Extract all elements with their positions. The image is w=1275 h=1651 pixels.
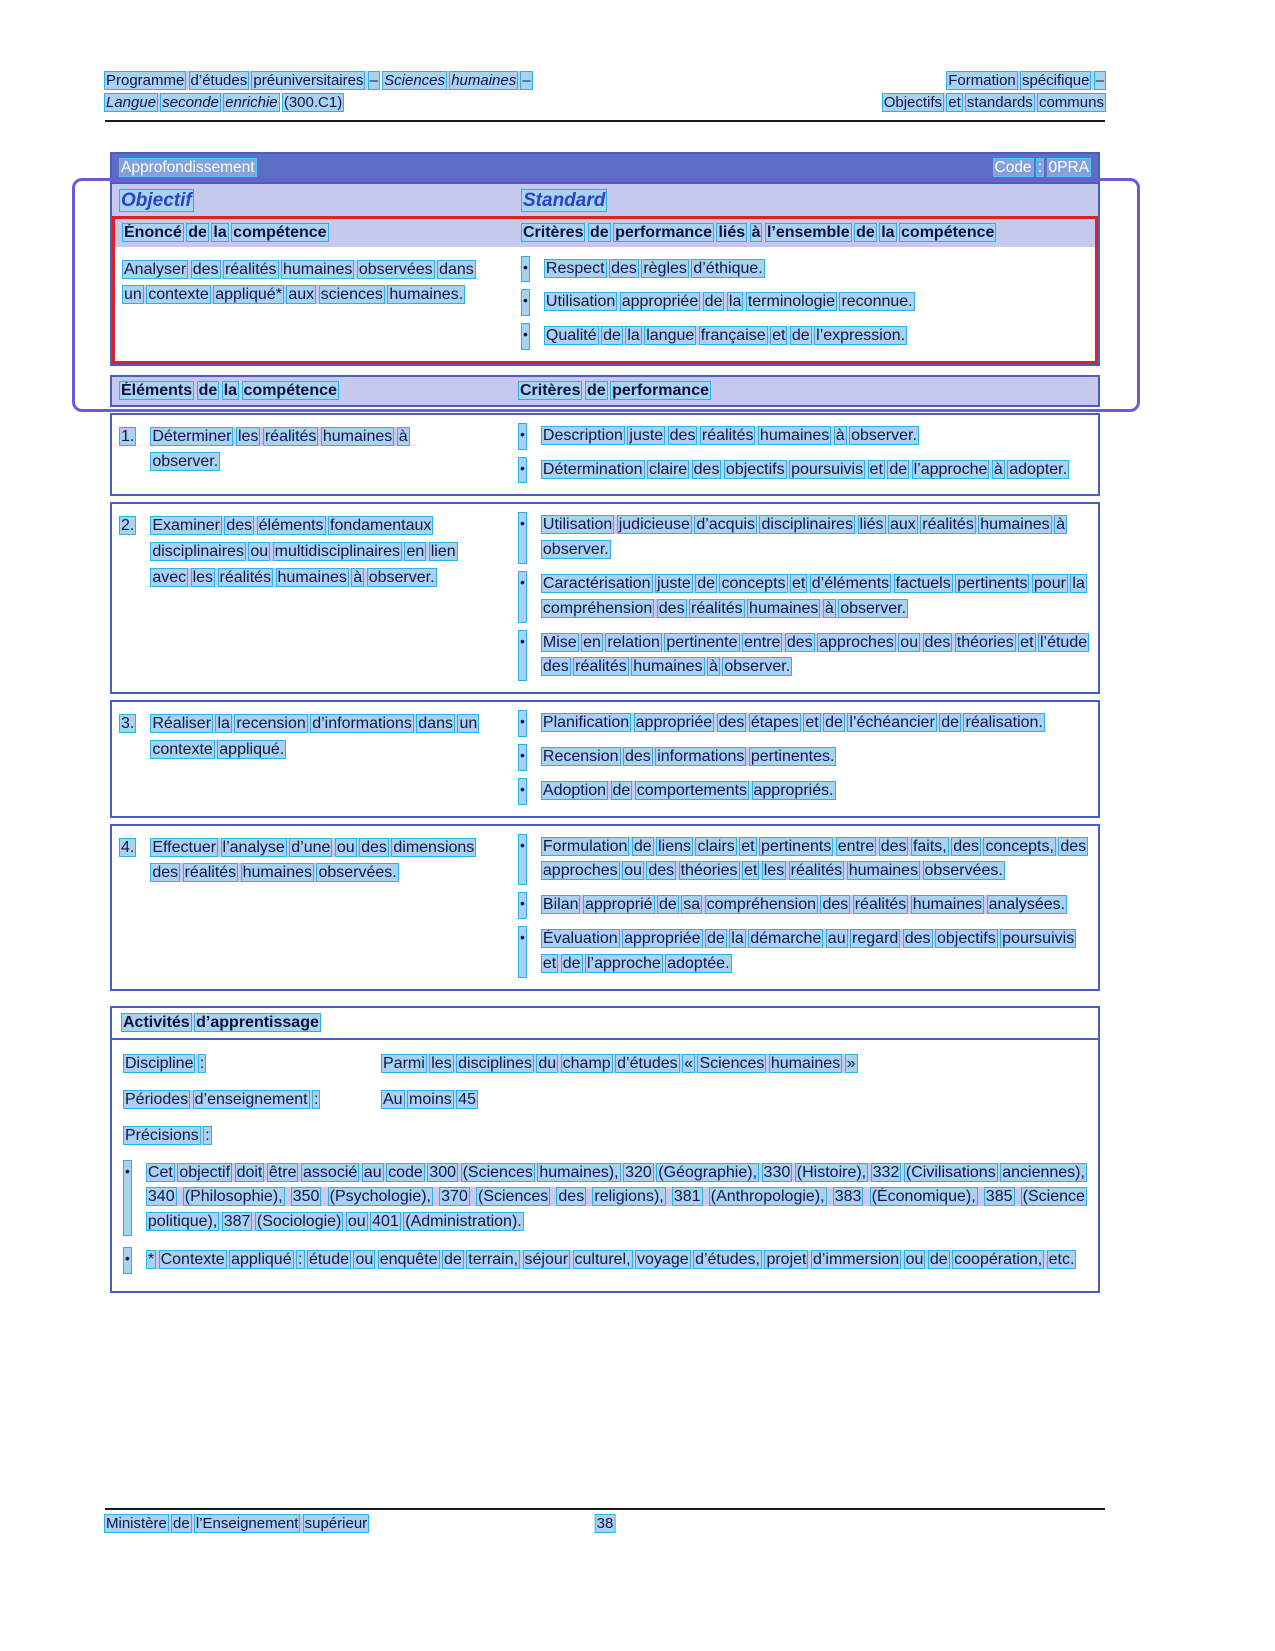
list-item <box>519 631 1090 681</box>
standards-label: Objectifs et standards communs <box>883 93 1104 111</box>
page-number: 38 <box>596 1515 614 1532</box>
criteres-list <box>519 711 1090 803</box>
program-code: (300.C1) <box>283 93 343 111</box>
bullet-icon: • <box>522 324 529 349</box>
competency-document <box>110 152 1100 1293</box>
list-item <box>519 711 1090 736</box>
objectif-standard-section <box>110 152 1100 407</box>
discipline-row <box>124 1052 1086 1076</box>
discipline-label: Discipline : <box>125 1054 205 1072</box>
criteres-header: Critères de performance <box>520 381 709 399</box>
level-label: Approfondissement <box>121 158 255 176</box>
list-item <box>124 1248 1086 1273</box>
page-header <box>105 70 1105 114</box>
element-number: 4. <box>121 838 135 856</box>
header-left-line1 <box>105 70 532 92</box>
ministry-label: Ministère de l’Enseignement supérieur <box>106 1515 368 1532</box>
bullet-icon: • <box>124 1161 131 1235</box>
list-item <box>522 324 1087 349</box>
note-text: * Contexte appliqué : étude ou enquête de terrain, séjour culturel, voyage d’études, projet d’immersion ou de coopération, etc. <box>147 1251 1075 1269</box>
precisions-row <box>124 1124 1086 1148</box>
header-left-line2 <box>105 92 532 114</box>
header-rule <box>105 120 1105 122</box>
activities-title: Activités d’apprentissage <box>123 1013 319 1031</box>
enonce-header: Énoncé de la compétence <box>124 223 327 241</box>
bullet-icon: • <box>519 927 526 977</box>
elements-header-cell <box>120 382 519 400</box>
criteres-list <box>519 835 1090 977</box>
criteres-cell <box>519 711 1090 803</box>
code-label: Code : 0PRA <box>994 158 1089 176</box>
bullet-icon: • <box>519 779 526 804</box>
critere-text: Adoption de comportements appropriés. <box>542 781 834 799</box>
table-row <box>110 824 1100 991</box>
list-item <box>124 1161 1086 1235</box>
critere-text: Mise en relation pertinente entre des approches ou des théories et l’étude des réalités humaines à observer. <box>542 633 1088 676</box>
critere-text: Planification appropriée des étapes et de l’échéancier de réalisation. <box>542 714 1043 732</box>
element-number: 2. <box>121 517 135 535</box>
list-item <box>519 835 1090 885</box>
element-text: Examiner des éléments fondamentaux disciplinaires ou multidisciplinaires en lien avec les réalités humaines à observer. <box>152 517 456 586</box>
competency-level-bar <box>112 154 1098 182</box>
critere-text: Utilisation judicieuse d’acquis disciplinaires liés aux réalités humaines à observer. <box>542 516 1066 559</box>
critere-text: Recension des informations pertinentes. <box>542 748 835 766</box>
standard-label: Standard <box>523 189 606 211</box>
element-number: 1. <box>121 427 135 445</box>
list-item <box>519 513 1090 563</box>
elements-header: Éléments de la compétence <box>121 381 337 399</box>
table-row <box>110 700 1100 817</box>
bullet-icon: • <box>522 257 529 282</box>
bullet-icon: • <box>519 631 526 681</box>
periodes-value: Au moins 45 <box>383 1090 476 1108</box>
list-item <box>519 927 1090 977</box>
activities-box <box>110 1006 1100 1293</box>
list-item <box>519 745 1090 770</box>
program-title-italic: Sciences humaines – <box>384 72 531 89</box>
list-item <box>519 424 1090 449</box>
precisions-label: Précisions : <box>125 1126 210 1144</box>
footer-row <box>105 1515 1105 1532</box>
critere-text: Bilan approprié de sa compréhension des réalités humaines analysées. <box>542 896 1066 914</box>
enonce-header-row <box>115 219 1095 247</box>
list-item <box>519 779 1090 804</box>
competency-table <box>110 152 1100 366</box>
criteres-cell <box>519 513 1090 680</box>
element-cell <box>120 711 519 803</box>
element-text: Déterminer les réalités humaines à observer. <box>152 427 408 471</box>
element-cell <box>120 424 519 483</box>
criteres-list <box>519 513 1090 680</box>
criteres-ensemble-list <box>522 257 1087 349</box>
header-right-line2 <box>883 92 1105 114</box>
standard-cell <box>522 190 606 212</box>
discipline-value: Parmi les disciplines du champ d’études « Sciences humaines » <box>383 1054 856 1072</box>
list-item <box>519 458 1090 483</box>
objectif-standard-row <box>112 182 1098 216</box>
page-content <box>105 70 1105 1293</box>
critere-text: Caractérisation juste de concepts et d’éléments factuels pertinents pour la compréhension des réalités humaines à observer. <box>542 575 1085 617</box>
bullet-icon: • <box>519 513 526 563</box>
element-number: 3. <box>121 715 135 733</box>
criteres-ensemble-header: Critères de performance liés à l’ensemble de la compétence <box>523 223 995 241</box>
bullet-icon: • <box>519 893 526 918</box>
page-footer <box>105 1502 1105 1532</box>
list-item <box>522 290 1087 315</box>
criteres-header-cell <box>519 382 1090 400</box>
formation-label: Formation spécifique – <box>948 72 1104 89</box>
table-row <box>110 502 1100 694</box>
criteres-cell <box>519 424 1090 483</box>
critere-text: Formulation de liens clairs et pertinents entre des faits, des concepts, des approches ou des théories et les réalités humaines observées. <box>542 837 1087 880</box>
critere-ensemble-3: Qualité de la langue française et de l’expression. <box>545 327 906 345</box>
enonce-box <box>112 216 1098 364</box>
bullet-icon: • <box>519 572 526 622</box>
enonce-header-cell <box>123 224 522 242</box>
enonce-text: Analyser des réalités humaines observées dans un contexte appliqué* aux sciences humaines. <box>124 260 474 304</box>
critere-ensemble-2: Utilisation appropriée de la terminologie reconnue. <box>545 293 913 311</box>
criteres-cell <box>519 835 1090 977</box>
page-header-right <box>883 70 1105 114</box>
critere-text: Détermination claire des objectifs poursuivis et de l’approche à adopter. <box>542 460 1068 478</box>
critere-text: Évaluation appropriée de la démarche au regard des objectifs poursuivis et de l’approche adoptée. <box>542 930 1075 972</box>
critere-text: Description juste des réalités humaines à observer. <box>542 426 917 444</box>
table-row <box>110 413 1100 497</box>
note-text: Cet objectif doit être associé au code 300 (Sciences humaines), 320 (Géographie), 330 (Histoire), 332 (Civilisations anciennes), 340 (Philosophie), 350 (Psychologie), 370 (Sciences des religions), 381 (Anthropologie), 383 (Économique), 385 (Science politique), 387 (Sociologie) ou 401 (Administration). <box>147 1163 1085 1231</box>
program-subtitle-italic: Langue seconde enrichie <box>106 93 278 111</box>
criteres-ensemble-cell <box>522 257 1087 349</box>
periodes-label: Périodes d’enseignement : <box>125 1090 319 1108</box>
elements-header-row <box>110 375 1100 407</box>
bullet-icon: • <box>124 1248 131 1273</box>
bullet-icon: • <box>519 745 526 770</box>
element-text: Réaliser la recension d’informations dans un contexte appliqué. <box>152 715 478 758</box>
bullet-icon: • <box>519 711 526 736</box>
header-right-line1 <box>883 70 1105 92</box>
objectif-cell <box>120 190 522 212</box>
objectif-label: Objectif <box>121 189 192 211</box>
criteres-ensemble-header-cell <box>522 224 1087 242</box>
activities-title-row <box>112 1008 1098 1040</box>
footer-rule <box>105 1508 1105 1510</box>
enonce-body-row <box>115 247 1095 361</box>
criteres-list <box>519 424 1090 483</box>
enonce-text-cell <box>123 257 522 349</box>
list-item <box>519 572 1090 622</box>
bullet-icon: • <box>519 458 526 483</box>
page-header-left <box>105 70 532 114</box>
element-text: Effectuer l’analyse d’une ou des dimensions des réalités humaines observées. <box>152 838 475 882</box>
element-cell <box>120 513 519 680</box>
list-item <box>522 257 1087 282</box>
program-title: Programme d’études préuniversitaires – <box>106 72 378 89</box>
critere-ensemble-1: Respect des règles d’éthique. <box>545 259 763 277</box>
bullet-icon: • <box>519 424 526 449</box>
periodes-row <box>124 1088 1086 1112</box>
bullet-icon: • <box>519 835 526 885</box>
list-item <box>519 893 1090 918</box>
element-cell <box>120 835 519 977</box>
bullet-icon: • <box>522 290 529 315</box>
activities-body <box>112 1040 1098 1291</box>
